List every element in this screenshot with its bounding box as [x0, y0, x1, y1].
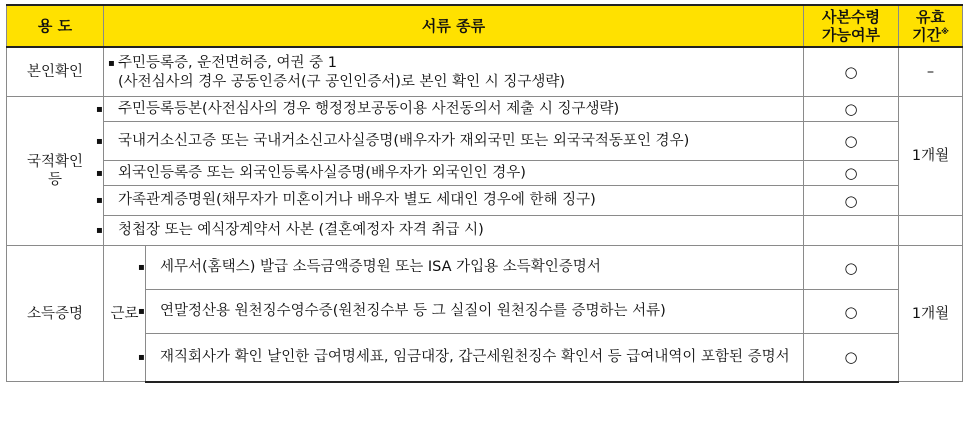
use-nationality-line1: 국적확인: [26, 154, 84, 170]
table-row: [7, 47, 963, 97]
header-validity: [899, 5, 963, 47]
doc-nationality-3-text: 외국인등록증 또는 외국인등록사실증명(배우자가 외국인인 경우): [118, 164, 526, 181]
use-nationality-cell: [7, 97, 104, 246]
table-row: [7, 161, 963, 186]
doc-identity-line1: 주민등록증, 운전면허증, 여권 중 1: [118, 54, 337, 71]
copy-nationality-2: ○: [804, 122, 899, 161]
doc-nationality-2: [96, 122, 804, 161]
doc-income-1: [138, 246, 804, 290]
header-copy-line2: 가능여부: [822, 26, 880, 44]
bullet-icon: ▪: [96, 195, 103, 206]
validity-income-cell: 1개월: [899, 246, 963, 382]
doc-nationality-5-text: 청첩장 또는 예식장계약서 사본 (결혼예정자 자격 취급 시): [118, 222, 484, 238]
doc-income-2: [138, 290, 804, 334]
bullet-icon: ▪: [138, 306, 145, 317]
copy-income-1: ○: [804, 246, 899, 290]
doc-nationality-2-text: 국내거소신고증 또는 국내거소신고사실증명(배우자가 재외국민 또는 외국국적동포인 경우): [118, 132, 690, 149]
doc-nationality-1-text: 주민등록등본(사전심사의 경우 행정정보공동이용 사전동의서 제출 시 징구생략): [118, 100, 620, 117]
copy-nationality-3: ○: [804, 161, 899, 186]
bullet-icon: ▪: [96, 167, 103, 179]
table-row: [7, 216, 963, 246]
table-row: [7, 290, 963, 334]
doc-income-1-text: 세무서(홈택스) 발급 소득금액증명원 또는 ISA 가입용 소득확인증명서: [160, 259, 601, 275]
header-copy-line1: 사본수령: [822, 8, 880, 26]
copy-identity-cell: ○: [804, 47, 899, 97]
table-row: [7, 334, 963, 382]
validity-identity-cell: –: [899, 47, 963, 97]
bullet-icon: ▪: [138, 351, 145, 363]
copy-income-3: ○: [804, 334, 899, 382]
doc-income-3: [138, 334, 804, 382]
table-row: [7, 186, 963, 216]
table-row: [7, 122, 963, 161]
copy-income-2: ○: [804, 290, 899, 334]
bullet-icon: ▪: [96, 103, 103, 115]
table-row: [7, 246, 963, 290]
doc-income-2-text: 연말정산용 원천징수영수증(원천징수부 등 그 실질이 원천징수를 증명하는 서류): [160, 303, 666, 319]
copy-nationality-5: [804, 216, 899, 246]
copy-nationality-4: ○: [804, 186, 899, 216]
doc-identity-cell: [104, 47, 804, 97]
bullet-icon: ▪: [138, 262, 145, 273]
doc-identity-line2: (사전심사의 경우 공동인증서(구 공인인증서)로 본인 확인 시 징구생략): [118, 73, 566, 90]
income-sublabel-cell: 근로: [104, 246, 146, 382]
doc-nationality-3: [96, 161, 804, 186]
use-identity-cell: 본인확인: [7, 47, 104, 97]
doc-nationality-4-text: 가족관계증명원(채무자가 미혼이거나 배우자 별도 세대인 경우에 한해 징구): [118, 192, 596, 208]
validity-empty-cell: [899, 216, 963, 246]
header-validity-note-mark: ※: [941, 27, 949, 36]
validity-nationality-cell: 1개월: [899, 97, 963, 216]
use-nationality-line2: 등: [47, 172, 62, 188]
header-validity-line1: 유효: [916, 8, 945, 26]
bullet-icon: ▪: [96, 135, 103, 147]
required-documents-table: [6, 4, 963, 383]
header-doc-type: 서류 종류: [104, 5, 804, 47]
header-use: 용 도: [7, 5, 104, 47]
header-copy-allowed: [804, 5, 899, 47]
doc-nationality-4: [96, 186, 804, 216]
table-header-row: [7, 5, 963, 47]
table-row: [7, 97, 963, 122]
doc-nationality-5: [96, 216, 804, 246]
copy-nationality-1: ○: [804, 97, 899, 122]
doc-nationality-1: [96, 97, 804, 122]
header-validity-line2: 기간: [912, 26, 942, 44]
doc-income-3-text: 재직회사가 확인 날인한 급여명세표, 임금대장, 갑근세원천징수 확인서 등 급여내역이 포함된 증명서: [160, 348, 790, 365]
bullet-icon: ▪: [108, 57, 115, 69]
bullet-icon: ▪: [96, 225, 103, 236]
use-income-cell: 소득증명: [7, 246, 104, 382]
